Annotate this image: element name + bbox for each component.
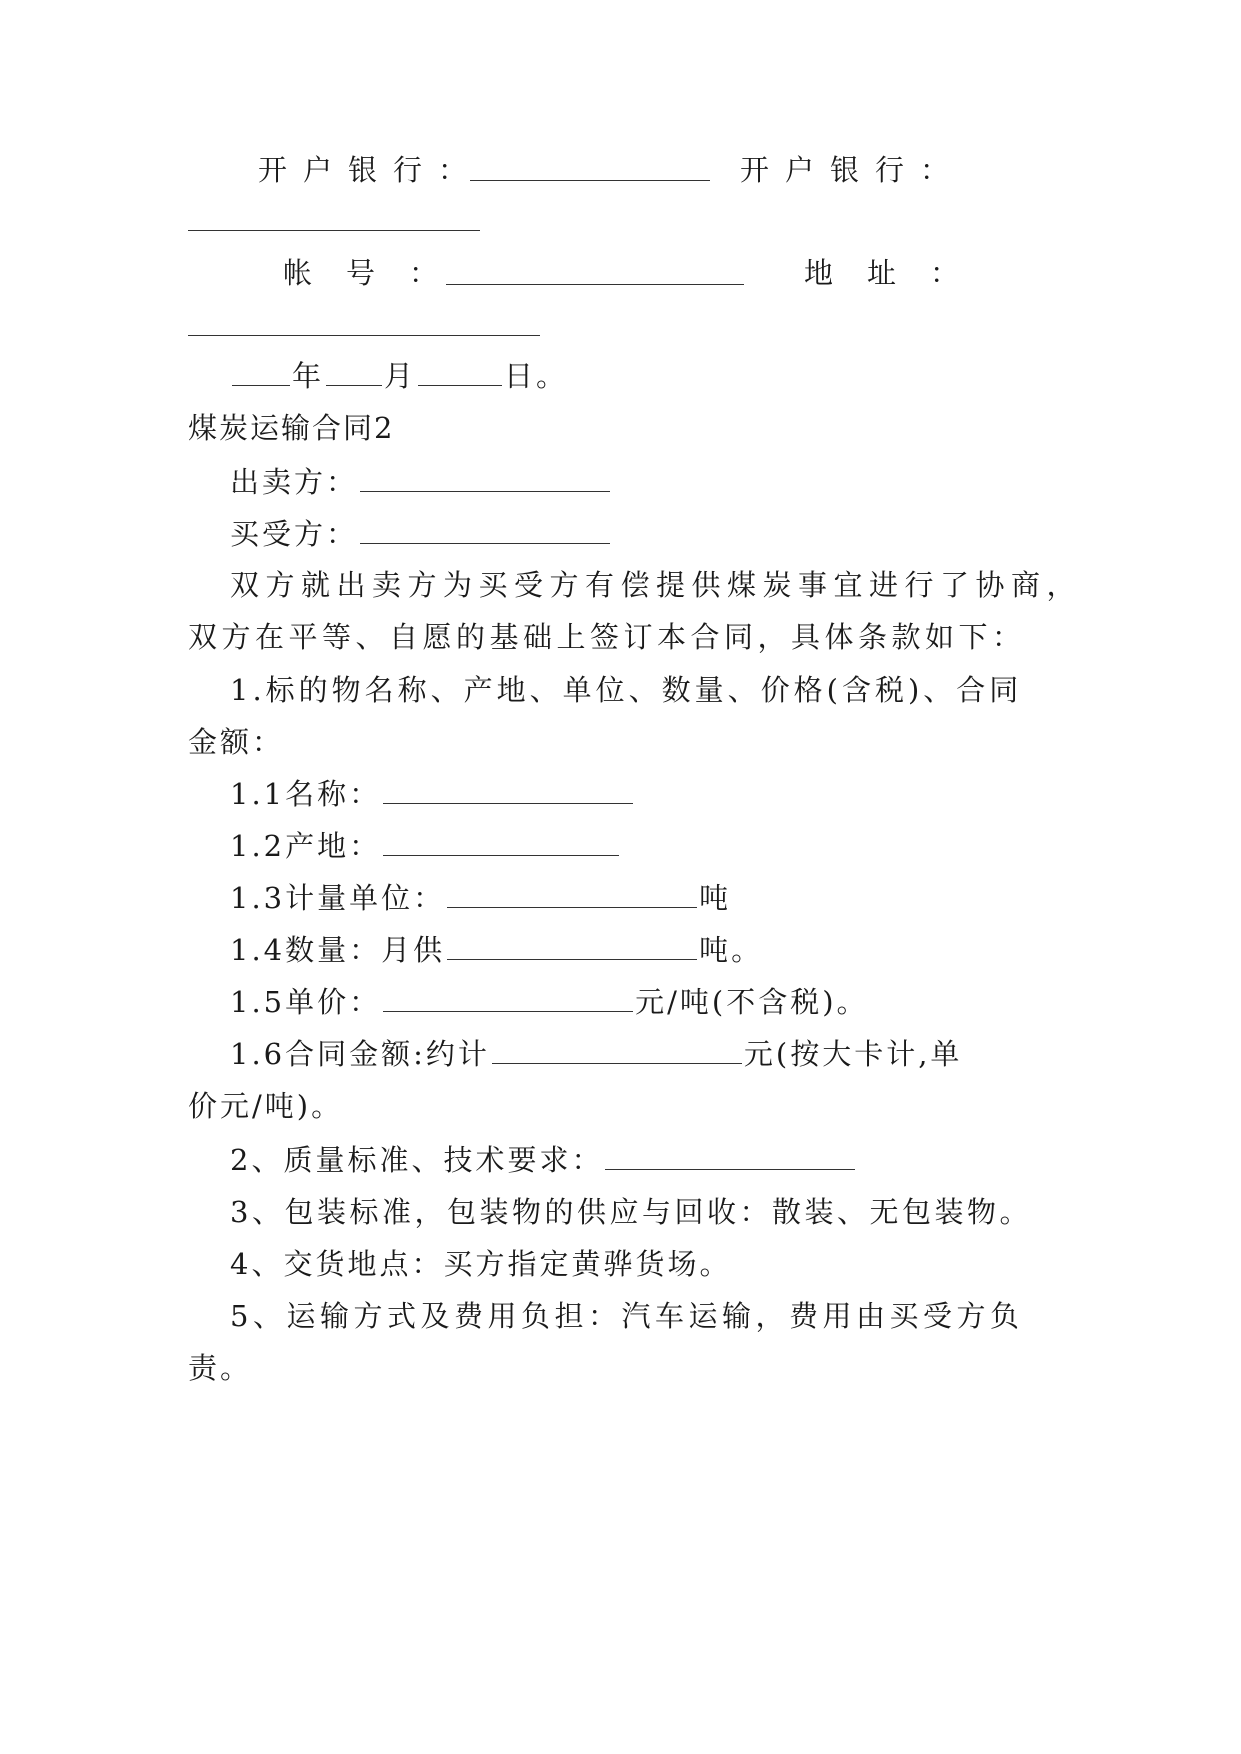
item-1-2-blank[interactable] — [383, 829, 619, 856]
item-1-5 — [230, 982, 869, 1022]
day-blank[interactable] — [418, 359, 502, 386]
clause-5-line-2: 责。 — [188, 1351, 253, 1385]
bank-blank-left[interactable] — [470, 180, 710, 181]
clause-1-line-2: 金额： — [188, 725, 285, 759]
item-1-1-label: 1.1名称： — [230, 777, 382, 811]
item-1-5-blank[interactable] — [383, 985, 633, 1012]
item-1-3-label: 1.3计量单位： — [230, 881, 446, 915]
item-1-6-blank[interactable] — [492, 1037, 742, 1064]
seller-blank[interactable] — [360, 465, 610, 492]
clause-5-line-1: 5、运输方式及费用负担：汽车运输，费用由买受方负 — [230, 1299, 1024, 1333]
month-label: 月 — [384, 359, 417, 393]
year-label: 年 — [292, 359, 325, 393]
bank-label-left: 开户银行： — [258, 153, 484, 187]
item-1-4-label: 1.4数量：月供 — [230, 933, 446, 967]
seller-line — [230, 462, 612, 502]
item-1-4-blank[interactable] — [447, 933, 697, 960]
month-blank[interactable] — [326, 359, 382, 386]
bank-label-right: 开户银行： — [740, 153, 966, 187]
clause-1-line-1: 1.标的物名称、产地、单位、数量、价格(含税)、合同 — [230, 673, 1023, 707]
item-1-6-suffix: 元(按大卡计,单 — [743, 1037, 963, 1071]
clause-3: 3、包装标准，包装物的供应与回收：散装、无包装物。 — [230, 1195, 1032, 1229]
clause-2-blank[interactable] — [605, 1143, 855, 1170]
buyer-label: 买受方： — [230, 517, 359, 551]
item-1-4 — [230, 930, 763, 970]
item-1-1 — [230, 774, 635, 814]
intro-line-1: 双方就出卖方为买受方有偿提供煤炭事宜进行了协商， — [230, 568, 1083, 602]
item-1-3-blank[interactable] — [447, 881, 697, 908]
buyer-line — [230, 514, 612, 554]
item-1-5-label: 1.5单价： — [230, 985, 382, 1019]
item-1-1-blank[interactable] — [383, 777, 633, 804]
item-1-2-label: 1.2产地： — [230, 829, 382, 863]
item-1-5-suffix: 元/吨(不含税)。 — [635, 985, 869, 1019]
intro-line-2: 双方在平等、自愿的基础上签订本合同，具体条款如下： — [188, 620, 1026, 654]
year-blank[interactable] — [232, 359, 290, 386]
account-blank[interactable] — [446, 284, 744, 285]
seller-label: 出卖方： — [230, 465, 359, 499]
bank-blank-right[interactable] — [188, 230, 480, 231]
item-1-6-line-2: 价元/吨)。 — [188, 1089, 344, 1123]
item-1-2 — [230, 826, 621, 866]
buyer-blank[interactable] — [360, 517, 610, 544]
item-1-6-label: 1.6合同金额:约计 — [230, 1037, 490, 1071]
item-1-4-suffix: 吨。 — [699, 933, 764, 967]
item-1-6 — [230, 1034, 962, 1074]
address-blank[interactable] — [188, 335, 540, 336]
account-label: 帐号： — [283, 256, 473, 290]
item-1-3-suffix: 吨 — [699, 881, 732, 915]
day-label: 日。 — [504, 359, 569, 393]
clause-4: 4、交货地点：买方指定黄骅货场。 — [230, 1247, 732, 1281]
clause-2-label: 2、质量标准、技术要求： — [230, 1143, 604, 1177]
contract-title: 煤炭运输合同2 — [188, 411, 395, 445]
clause-2 — [230, 1140, 857, 1180]
item-1-3 — [230, 878, 731, 918]
address-label: 地址： — [804, 256, 994, 290]
date-line — [230, 356, 568, 396]
